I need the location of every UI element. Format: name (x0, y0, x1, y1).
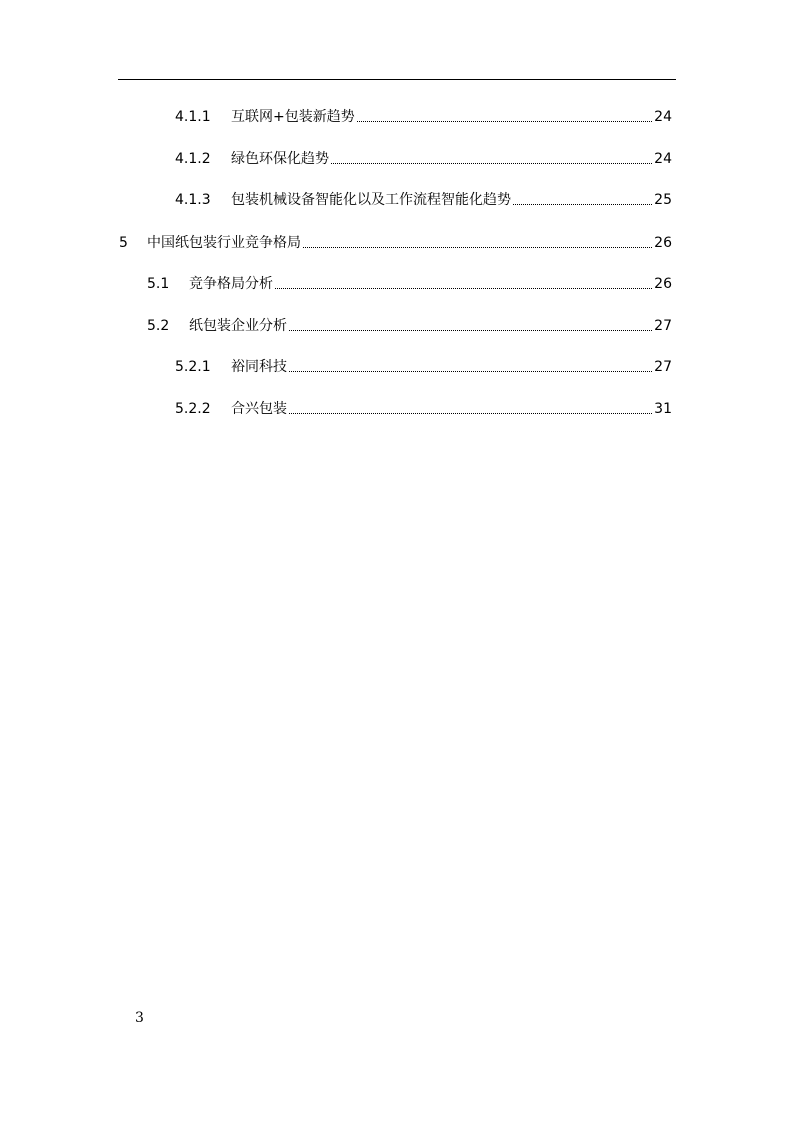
toc-entry-page: 25 (654, 192, 672, 208)
toc-entry-number: 4.1.2 (175, 151, 211, 167)
toc-entry-title: 包装机械设备智能化以及工作流程智能化趋势 (231, 192, 511, 208)
toc-entry-page: 24 (654, 151, 672, 167)
toc-entry-page: 26 (654, 235, 672, 251)
toc-entry-page: 27 (654, 359, 672, 375)
toc-entry-title: 竞争格局分析 (189, 276, 273, 292)
toc-entry-page: 31 (654, 401, 672, 417)
toc-entry-title: 裕同科技 (231, 359, 287, 375)
toc-dot-leader (275, 288, 652, 289)
toc-dot-leader (289, 330, 652, 331)
toc-entry-5-1[interactable] (147, 273, 672, 293)
toc-dot-leader (303, 247, 652, 248)
toc-entry-title: 绿色环保化趋势 (231, 151, 329, 167)
toc-dot-leader (357, 121, 652, 122)
toc-dot-leader (289, 413, 652, 414)
page-number: 3 (135, 1010, 144, 1026)
toc-entry-5-2-1[interactable] (175, 356, 672, 376)
toc-entry-number: 5.2.2 (175, 401, 211, 417)
toc-entry-4-1-2[interactable] (175, 148, 672, 168)
toc-entry-5-2-2[interactable] (175, 398, 672, 418)
toc-entry-title: 纸包装企业分析 (189, 318, 287, 334)
toc-dot-leader (331, 163, 652, 164)
toc-entry-page: 24 (654, 109, 672, 125)
toc-entry-title: 合兴包装 (231, 401, 287, 417)
toc-entry-4-1-1[interactable] (175, 106, 672, 126)
toc-entry-number: 5.2.1 (175, 359, 211, 375)
toc-dot-leader (289, 371, 652, 372)
toc-entry-title: 互联网+包装新趋势 (231, 109, 355, 125)
toc-entry-number: 4.1.3 (175, 192, 211, 208)
toc-dot-leader (513, 204, 652, 205)
toc-entry-number: 5.2 (147, 318, 170, 334)
toc-entry-number: 4.1.1 (175, 109, 211, 125)
toc-entry-page: 27 (654, 318, 672, 334)
toc-entry-number: 5 (119, 235, 128, 251)
toc-entry-page: 26 (654, 276, 672, 292)
toc-entry-5-2[interactable] (147, 315, 672, 335)
toc-entry-title: 中国纸包装行业竞争格局 (147, 235, 301, 251)
header-rule (118, 79, 676, 80)
toc-entry-5[interactable] (119, 232, 672, 252)
toc-entry-4-1-3[interactable] (175, 189, 672, 209)
toc-entry-number: 5.1 (147, 276, 170, 292)
